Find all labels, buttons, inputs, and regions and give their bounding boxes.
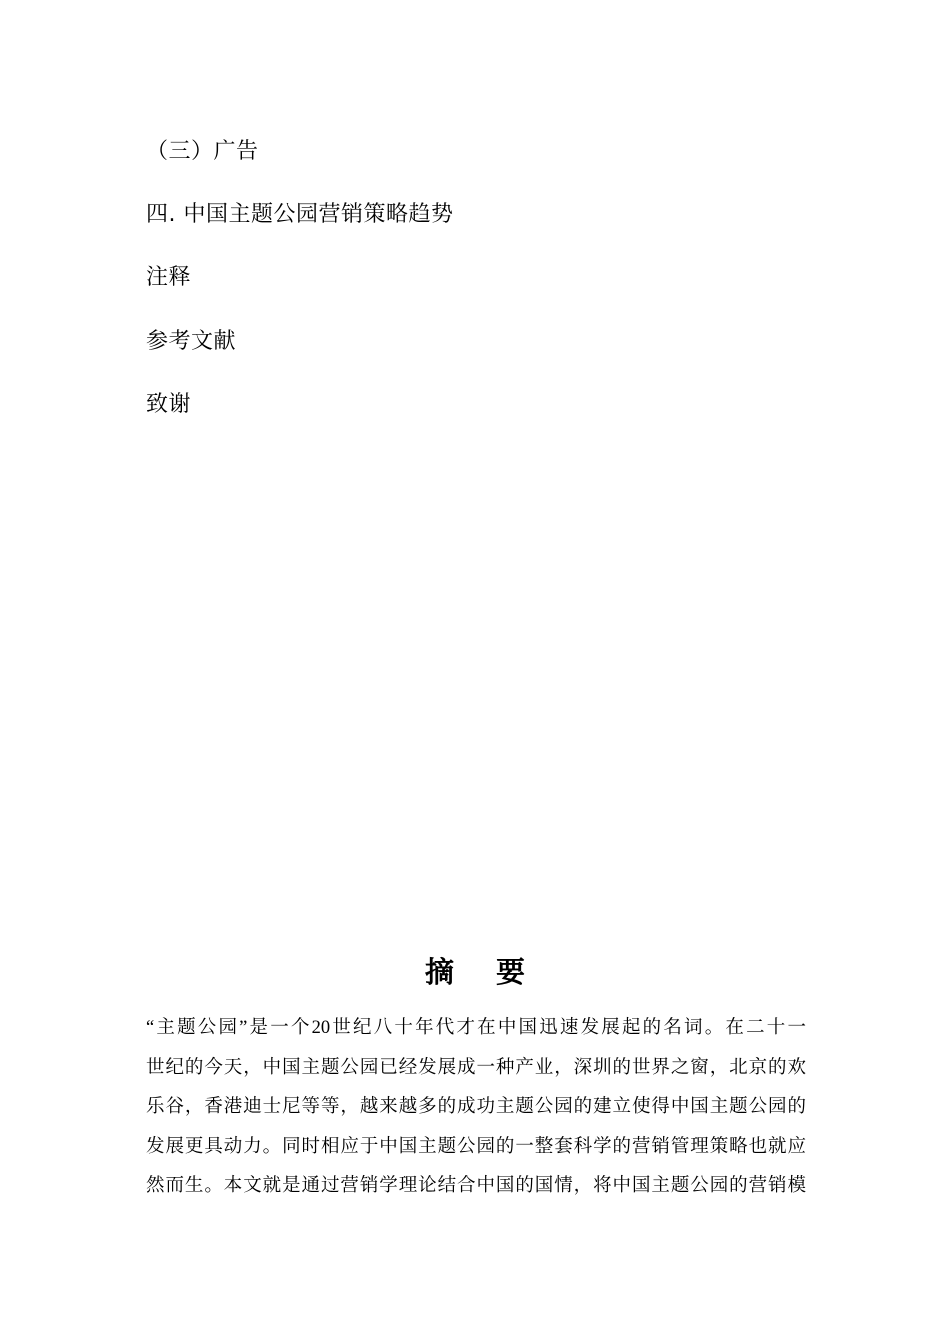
- abstract-line: “主题公园”是一个20世纪八十年代才在中国迅速发展起的名词。在二十一: [146, 1018, 806, 1038]
- abstract-line: 乐谷，香港迪士尼等等，越来越多的成功主题公园的建立使得中国主题公园的: [146, 1097, 806, 1117]
- toc-item-acknowledgements: 致谢: [146, 392, 192, 417]
- abstract-line: 世纪的今天，中国主题公园已经发展成一种产业，深圳的世界之窗，北京的欢: [146, 1057, 806, 1078]
- abstract-title: [0, 952, 950, 992]
- toc-item-notes: 注释: [146, 265, 192, 290]
- abstract-body: [146, 1009, 806, 1207]
- toc-item-advertising: （三）广告: [146, 139, 259, 164]
- abstract-line: 然而生。本文就是通过营销学理论结合中国的国情，将中国主题公园的营销模: [146, 1176, 806, 1196]
- toc-item-marketing-trends: 四. 中国主题公园营销策略趋势: [146, 202, 454, 227]
- abstract-title-part1: 摘: [424, 955, 454, 989]
- toc-item-references: 参考文献: [146, 329, 237, 354]
- abstract-line: 发展更具动力。同时相应于中国主题公园的一整套科学的营销管理策略也就应: [146, 1136, 806, 1157]
- abstract-title-part2: 要: [496, 955, 526, 989]
